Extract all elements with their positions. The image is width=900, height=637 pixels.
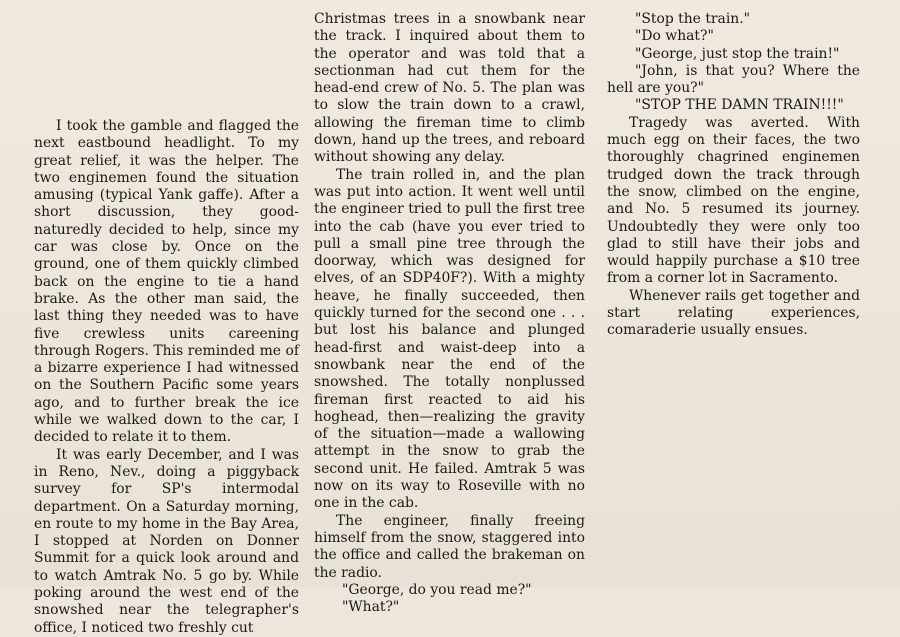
dialogue-line: "STOP THE DAMN TRAIN!!!" (635, 97, 844, 114)
dialogue-line: "John, is that you? Where the hell are you?" (607, 62, 860, 97)
dialogue-line: "Do what?" (635, 28, 714, 45)
paragraph: The engineer, finally freeing himself from the snow, staggered into the office and called the brakeman on the radio. (314, 512, 585, 581)
dialogue-line: "Stop the train." (635, 11, 751, 27)
paragraph: It was early December, and I was in Reno, Nev., doing a piggyback survey for SP's intermodal department. On a Saturday morning, en route to my home in the Bay Area, I stopped at Norden on Donner Summit for a quick look around and to watch Amtrak No. 5 go by. While poking around the west end of the snowshed near the telegrapher's office, I noticed two freshly cut (34, 446, 299, 636)
text-column-3 (607, 11, 860, 340)
paragraph: I took the gamble and flagged the next eastbound headlight. To my great relief, it was the helper. The two enginemen found the situation amusing (typical Yank gaffe). After a short discussion, they good-naturedly decided to help, since my car was close by. Once on the ground, one of them quickly climbed back on the engine to tie a hand brake. As the other man said, the last thing they needed was to have five crewless units careening through Rogers. This reminded me of a bizarre experience I had witnessed on the Southern Pacific some years ago, and to further break the ice while we walked down to the car, I decided to relate it to them. (34, 118, 299, 446)
paragraph: Tragedy was averted. With much egg on their faces, the two thoroughly chagrined enginemen trudged down the track through the snow, climbed on the engine, and No. 5 resumed its journey. Undoubtedly they were only too glad to still have their jobs and would happily purchase a $10 tree from a corner lot in Sacramento. (607, 114, 860, 287)
text-column-1 (34, 118, 299, 637)
paragraph: The train rolled in, and the plan was put into action. It went well until the engineer tried to pull the first tree into the cab (have you ever tried to pull a small pine tree through the doorway, which was designed for elves, of an SDP40F?). With a mighty heave, he finally succeeded, then quickly turned for the second one . . . but lost his balance and plunged head-first and waist-deep into a snowbank near the end of the snowshed. The totally nonplussed fireman first reacted to aid his hoghead, then—realizing the gravity of the situation—made a wallowing attempt in the snow to grab the second unit. He failed. Amtrak 5 was now on its way to Roseville with no one in the cab. (314, 166, 585, 512)
dialogue-line: "George, do you read me?" (342, 581, 532, 598)
paragraph: Christmas trees in a snowbank near the track. I inquired about them to the operator and was told that a sectionman had cut them for the head-end crew of No. 5. The plan was to slow the train down to a crawl, allowing the fireman time to climb down, hand up the trees, and reboard without showing any delay. (314, 11, 585, 166)
paragraph: Whenever rails get together and start relating experiences, comaraderie usually ensues. (607, 287, 860, 339)
dialogue-line: "What?" (342, 599, 400, 616)
dialogue-line: "George, just stop the train!" (635, 45, 840, 62)
text-column-2 (314, 11, 585, 616)
